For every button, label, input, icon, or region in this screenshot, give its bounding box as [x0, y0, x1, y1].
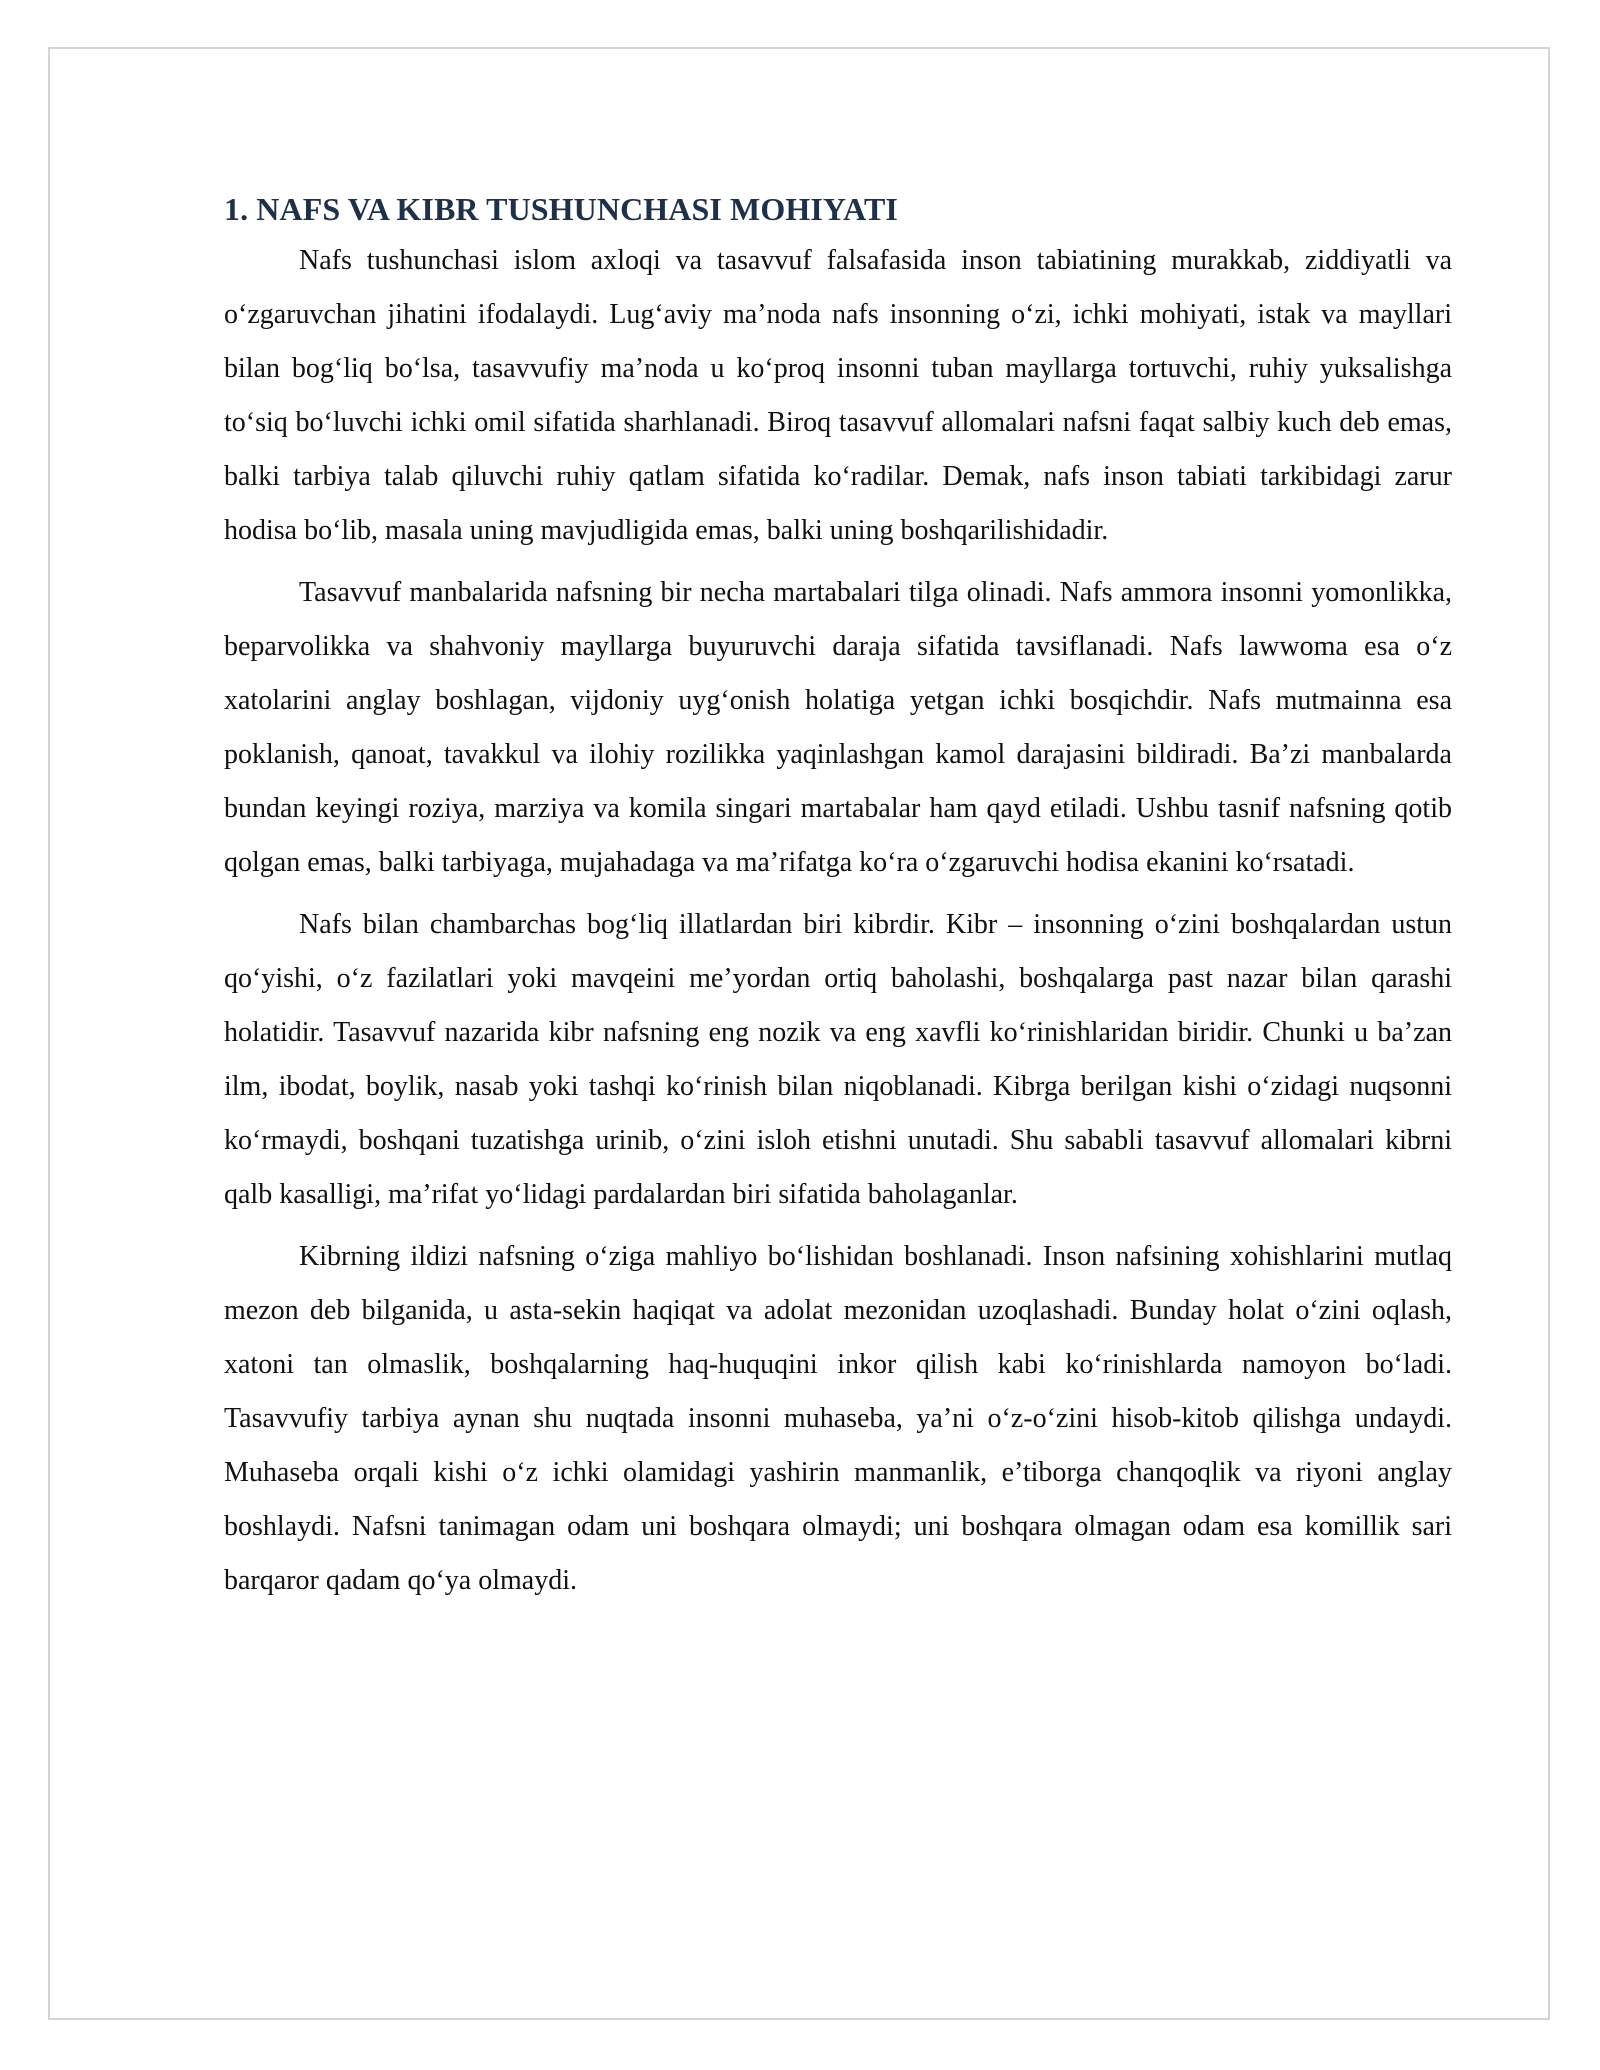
paragraph-2: Tasavvuf manbalarida nafsning bir necha martabalari tilga olinadi. Nafs ammora insonni yomonlikka, beparvolikka va shahvoniy mayllarga buyuruvchi daraja sifatida tavsiflanadi. Nafs lawwoma esa o‘z xatolarini anglay boshlagan, vijdoniy uyg‘onish holatiga yetgan ichki bosqichdir. Nafs mutmainna esa poklanish, qanoat, tavakkul va ilohiy rozilikka yaqinlashgan kamol darajasini bildiradi. Ba’zi manbalarda bundan keyingi roziya, marziya va komila singari martabalar ham qayd etiladi. Ushbu tasnif nafsning qotib qolgan emas, balki tarbiyaga, mujahadaga va ma’rifatga ko‘ra o‘zgaruvchi hodisa ekanini ko‘rsatadi. [224, 576, 1452, 878]
section-heading: 1. NAFS VA KIBR TUSHUNCHASI MOHIYATI [224, 191, 898, 227]
page-content [224, 189, 1452, 1616]
paragraph-3: Nafs bilan chambarchas bog‘liq illatlardan biri kibrdir. Kibr – insonning o‘zini boshqalardan ustun qo‘yishi, o‘z fazilatlari yoki mavqeini me’yordan ortiq baholashi, boshqalarga past nazar bilan qarashi holatidir. Tasavvuf nazarida kibr nafsning eng nozik va eng xavfli ko‘rinishlaridan biridir. Chunki u ba’zan ilm, ibodat, boylik, nasab yoki tashqi ko‘rinish bilan niqoblanadi. Kibrga berilgan kishi o‘zidagi nuqsonni ko‘rmaydi, boshqani tuzatishga urinib, o‘zini isloh etishni unutadi. Shu sababli tasavvuf allomalari kibrni qalb kasalligi, ma’rifat yo‘lidagi pardalardan biri sifatida baholaganlar. [224, 908, 1452, 1210]
paragraph-1: Nafs tushunchasi islom axloqi va tasavvuf falsafasida inson tabiatining murakkab, ziddiyatli va o‘zgaruvchan jihatini ifodalaydi. Lug‘aviy ma’noda nafs insonning o‘zi, ichki mohiyati, istak va mayllari bilan bog‘liq bo‘lsa, tasavvufiy ma’noda u ko‘proq insonni tuban mayllarga tortuvchi, ruhiy yuksalishga to‘siq bo‘luvchi ichki omil sifatida sharhlanadi. Biroq tasavvuf allomalari nafsni faqat salbiy kuch deb emas, balki tarbiya talab qiluvchi ruhiy qatlam sifatida ko‘radilar. Demak, nafs inson tabiati tarkibidagi zarur hodisa bo‘lib, masala uning mavjudligida emas, balki uning boshqarilishidadir. [224, 244, 1452, 546]
document-page [48, 47, 1550, 2020]
paragraph-4: Kibrning ildizi nafsning o‘ziga mahliyo bo‘lishidan boshlanadi. Inson nafsining xohishlarini mutlaq mezon deb bilganida, u asta-sekin haqiqat va adolat mezonidan uzoqlashadi. Bunday holat o‘zini oqlash, xatoni tan olmaslik, boshqalarning haq-huquqini inkor qilish kabi ko‘rinishlarda namoyon bo‘ladi. Tasavvufiy tarbiya aynan shu nuqtada insonni muhaseba, ya’ni o‘z-o‘zini hisob-kitob qilishga undaydi. Muhaseba orqali kishi o‘z ichki olamidagi yashirin manmanlik, e’tiborga chanqoqlik va riyoni anglay boshlaydi. Nafsni tanimagan odam uni boshqara olmaydi; uni boshqara olmagan odam esa komillik sari barqaror qadam qo‘ya olmaydi. [224, 1240, 1452, 1596]
